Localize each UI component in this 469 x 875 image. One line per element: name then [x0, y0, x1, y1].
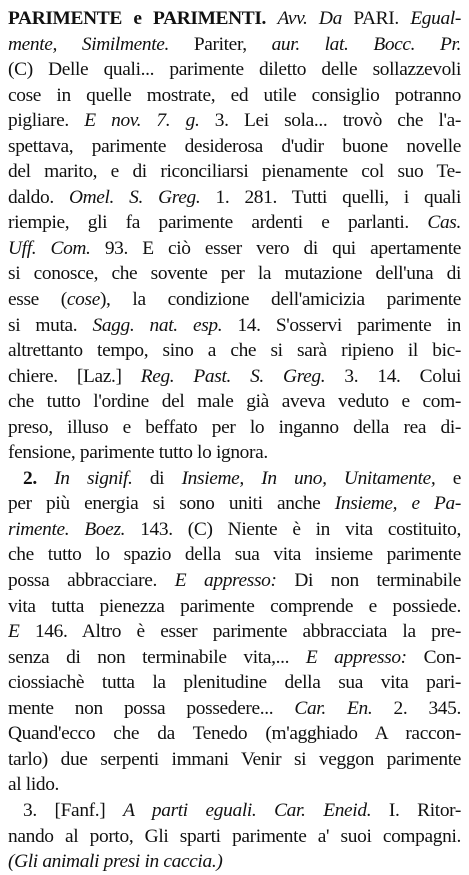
text-line	[8, 210, 461, 236]
text-line	[8, 798, 461, 824]
text-line	[8, 83, 461, 109]
text-line	[8, 696, 461, 722]
italic-run: A parti eguali. Car. Eneid.	[123, 799, 372, 821]
text-run: che tutto l'ordine del male già aveva veduto e com-	[8, 391, 461, 413]
text-run: Di non terminabile	[276, 570, 461, 592]
text-line	[8, 670, 461, 696]
italic-run: Cas.	[427, 212, 461, 234]
text-run: che tutto lo spazio della sua vita insieme parimente	[8, 544, 461, 566]
text-run: nando al porto, Gli sparti parimente a' suoi compagni.	[8, 825, 461, 847]
text-line	[8, 415, 461, 441]
text-run: di	[132, 467, 182, 489]
text-run: fensione, parimente tutto lo ignora.	[8, 442, 268, 464]
sense-2	[8, 466, 461, 798]
text-run: vita tutta pienezza parimente comprende e possiede.	[8, 595, 461, 617]
text-run: 14. S'osservi parimente in	[222, 314, 461, 336]
italic-run: Reg. Past. S. Greg.	[140, 365, 326, 387]
text-line	[8, 772, 461, 798]
text-run: 3. [Fanf.]	[23, 799, 124, 821]
text-run: 93. E ciò esser vero di qui apertamente	[90, 237, 461, 259]
text-run: cose in quelle mostrate, ed utile consiglio potranno	[8, 84, 461, 106]
text-line	[8, 159, 461, 185]
text-run: ), la condizione dell'amicizia parimente	[99, 289, 461, 311]
text-run: chiere. [Laz.]	[8, 365, 141, 387]
italic-run: mente, Similmente.	[8, 33, 170, 55]
text-run: si conosce, che sovente per la mutazione dell'una di	[8, 263, 461, 285]
bold-run: PARIMENTE e PARIMENTI.	[8, 8, 267, 29]
text-run: 146. Altro è esser parimente abbracciata la pre-	[19, 621, 461, 643]
text-run: possa abbracciare.	[8, 570, 175, 592]
italic-run: aur. lat. Bocc. Pr.	[271, 33, 461, 55]
text-run: e	[435, 467, 461, 489]
text-line	[8, 568, 461, 594]
text-line	[8, 517, 461, 543]
text-run: al lido.	[8, 774, 60, 796]
text-line	[8, 261, 461, 287]
text-line	[8, 466, 461, 492]
text-run: daldo.	[8, 186, 69, 208]
italic-run: Egual-	[410, 8, 461, 29]
text-run: Pariter,	[169, 33, 272, 55]
text-line	[8, 645, 461, 671]
text-run: I. Ritor-	[371, 799, 461, 821]
text-line	[8, 287, 461, 313]
text-run: spettava, parimente desiderosa d'udir buone novelle	[8, 135, 461, 157]
text-line	[8, 364, 461, 390]
italic-run: Car. En.	[294, 697, 373, 719]
text-line	[8, 747, 461, 773]
sense-1	[8, 6, 461, 466]
text-line	[8, 824, 461, 850]
text-run: Con-	[406, 646, 461, 668]
italic-run: Insieme, e Pa-	[334, 493, 461, 515]
text-line	[8, 57, 461, 83]
italic-run: rimente. Boez.	[8, 518, 126, 540]
text-line	[8, 721, 461, 747]
text-run: ciossiachè tutta la plenitudine della sua vita pari-	[8, 672, 461, 694]
text-line	[8, 849, 461, 875]
text-line	[8, 6, 461, 32]
italic-run: E nov. 7. g.	[84, 110, 200, 132]
text-run: esse (	[8, 289, 67, 311]
italic-run: (Gli animali presi in caccia.)	[8, 851, 223, 873]
text-line	[8, 440, 461, 466]
text-run: 3. Lei sola... trovò che l'a-	[199, 110, 461, 132]
italic-run: Omel. S. Greg.	[68, 186, 201, 208]
italic-run: Insieme, In uno, Unitamente,	[181, 467, 436, 489]
italic-run: Sagg. nat. esp.	[92, 314, 223, 336]
text-line	[8, 134, 461, 160]
text-line	[8, 32, 461, 58]
text-run: PARI.	[341, 8, 411, 29]
text-run: per più energia si sono uniti anche	[8, 493, 335, 515]
text-run: senza di non terminabile vita,...	[8, 646, 306, 668]
text-run: 143. (C) Niente è in vita costituito,	[125, 518, 461, 540]
text-run: 2. 345.	[372, 697, 461, 719]
text-run: tarlo) due serpenti immani Venir si veggon parimente	[8, 748, 461, 770]
text-run	[266, 8, 277, 29]
text-line	[8, 619, 461, 645]
text-run: 1. 281. Tutti quelli, i quali	[200, 186, 461, 208]
text-run: mente non possa possedere...	[8, 697, 295, 719]
italic-run: Avv. Da	[277, 8, 342, 29]
text-run: (C) Delle quali... parimente diletto delle sollazzevoli	[8, 59, 461, 81]
bold-run: 2.	[23, 467, 55, 489]
sense-3	[8, 798, 461, 875]
text-line	[8, 313, 461, 339]
text-run: altrettanto tempo, sino a che si sarà ripieno il bic-	[8, 340, 461, 362]
text-run: 3. 14. Colui	[325, 365, 461, 387]
italic-run: Uff. Com.	[8, 237, 91, 259]
text-line	[8, 236, 461, 262]
italic-run: cose	[66, 289, 100, 311]
text-line	[8, 185, 461, 211]
text-run: del marito, e di riconciliarsi pienamente col suo Te-	[8, 161, 461, 183]
italic-run: E appresso:	[305, 646, 407, 668]
text-run: Quand'ecco che da Tenedo (m'agghiado A raccon-	[8, 723, 461, 745]
text-line	[8, 542, 461, 568]
text-run: pigliare.	[8, 110, 85, 132]
italic-run: In signif.	[54, 467, 133, 489]
text-line	[8, 108, 461, 134]
text-run: si muta.	[8, 314, 93, 336]
text-run: riempie, gli fa parimente ardenti e parlanti.	[8, 212, 428, 234]
text-line	[8, 491, 461, 517]
text-line	[8, 389, 461, 415]
text-run: preso, illuso e beffato per lo inganno della rea di-	[8, 416, 461, 438]
text-line	[8, 338, 461, 364]
text-line	[8, 594, 461, 620]
italic-run: E appresso:	[174, 570, 277, 592]
italic-run: E	[8, 621, 20, 643]
